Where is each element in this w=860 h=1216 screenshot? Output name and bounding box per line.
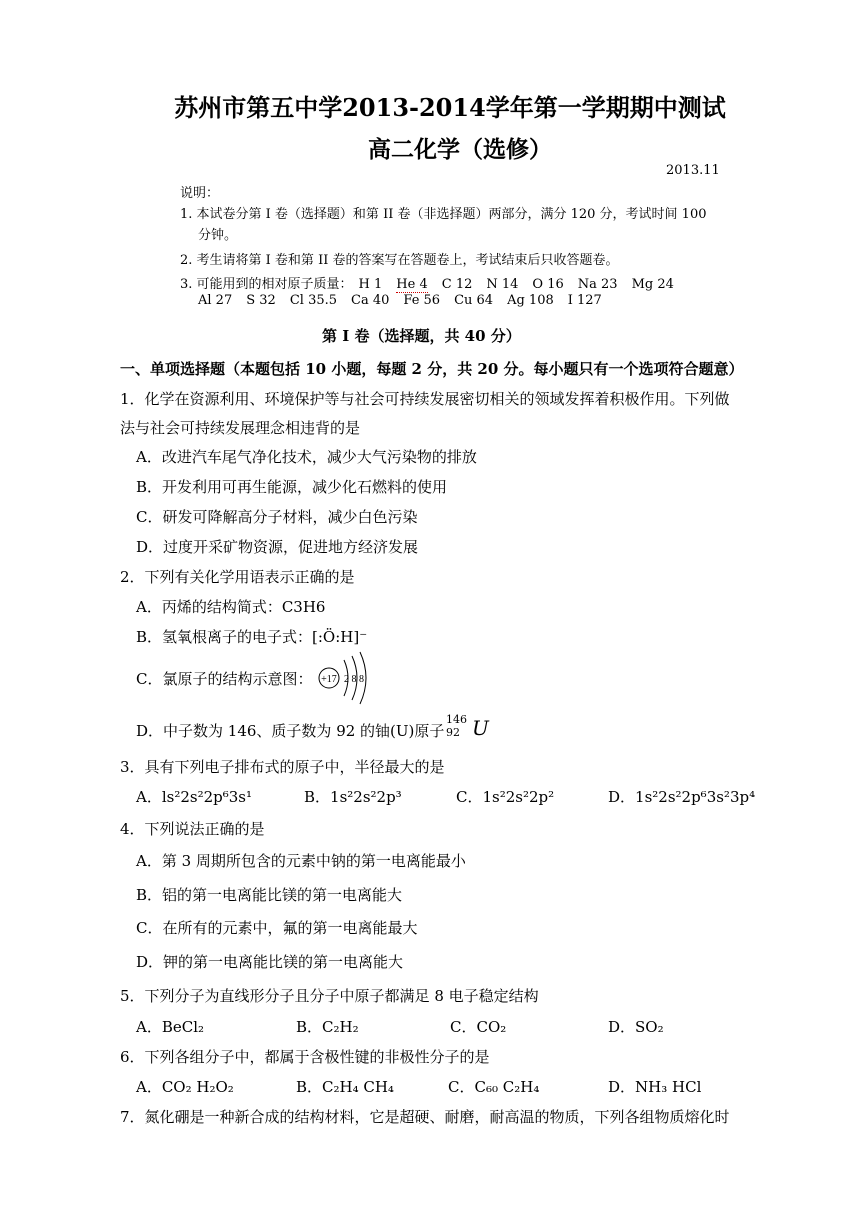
q1-option-d: D．过度开采矿物资源，促进地方经济发展 bbox=[136, 538, 419, 556]
note-3-atoms: Al 27 S 32 Cl 35.5 Ca 40 Fe 56 Cu 64 Ag 108 I 127 bbox=[198, 293, 602, 308]
q2-option-b: B．氢氧根离子的电子式：[:Ö:H]⁻ bbox=[136, 628, 368, 646]
q5-option-c: C．CO₂ bbox=[450, 1018, 507, 1036]
q3-option-a: A．ls²2s²2p⁶3s¹ bbox=[136, 788, 253, 806]
q1-option-c: C．研发可降解高分子材料，减少白色污染 bbox=[136, 508, 418, 526]
q1-option-a: A．改进汽车尾气净化技术，减少大气污染物的排放 bbox=[136, 448, 477, 466]
section-heading: 第 I 卷（选择题，共 40 分） bbox=[322, 327, 521, 345]
part-heading: 一、单项选择题（本题包括 10 小题，每题 2 分，共 20 分。每小题只有一个选项符合题意） bbox=[120, 360, 744, 378]
q5-stem: 5．下列分子为直线形分子且分子中原子都满足 8 电子稳定结构 bbox=[120, 987, 539, 1005]
q3-option-d: D．1s²2s²2p⁶3s²3p⁴ bbox=[608, 788, 756, 806]
q5-option-b: B．C₂H₂ bbox=[296, 1018, 359, 1036]
exam-title: 苏州市第五中学2013-2014学年第一学期期中测试 bbox=[174, 93, 726, 122]
q2-option-d: D．中子数为 146、质子数为 92 的铀(U)原子 bbox=[136, 722, 445, 740]
q1-stem: 1．化学在资源利用、环境保护等与社会可持续发展密切相关的领域发挥着积极作用。下列做 bbox=[120, 390, 730, 408]
note-2: 2. 考生请将第 I 卷和第 II 卷的答案写在答题卷上，考试结束后只收答题卷。 bbox=[180, 253, 619, 268]
q1-option-b: B．开发利用可再生能源，减少化石燃料的使用 bbox=[136, 478, 448, 496]
note-1-cont: 分钟。 bbox=[198, 228, 238, 243]
chlorine-shell-electrons: 2 8 8 bbox=[344, 674, 364, 685]
q3-option-c: C．1s²2s²2p² bbox=[456, 788, 555, 806]
q4-option-b: B．铝的第一电离能比镁的第一电离能大 bbox=[136, 886, 403, 904]
q5-option-d: D．SO₂ bbox=[608, 1018, 664, 1036]
chlorine-nucleus-label: +17 bbox=[321, 674, 337, 685]
uranium-nuclide-numbers: 146 92 bbox=[446, 713, 467, 739]
q6-option-c: C．C₆₀ C₂H₄ bbox=[448, 1078, 540, 1096]
exam-date: 2013.11 bbox=[666, 163, 720, 178]
q4-option-d: D．钾的第一电离能比镁的第一电离能大 bbox=[136, 953, 404, 971]
notes-heading: 说明： bbox=[180, 186, 220, 201]
chlorine-atom-diagram bbox=[312, 650, 382, 710]
q3-stem: 3．具有下列电子排布式的原子中，半径最大的是 bbox=[120, 758, 445, 776]
q4-option-a: A．第 3 周期所包含的元素中钠的第一电离能最小 bbox=[136, 852, 466, 870]
q6-option-b: B．C₂H₄ CH₄ bbox=[296, 1078, 394, 1096]
q2-option-c: C．氯原子的结构示意图： bbox=[136, 670, 313, 688]
note-1: 1. 本试卷分第 I 卷（选择题）和第 II 卷（非选择题）两部分，满分 120 分，考试时间 100 bbox=[180, 207, 707, 222]
q4-stem: 4．下列说法正确的是 bbox=[120, 820, 265, 838]
q5-option-a: A．BeCl₂ bbox=[136, 1018, 205, 1036]
hydroxide-electron-formula: [:Ö:H]⁻ bbox=[312, 628, 368, 646]
q6-option-a: A．CO₂ H₂O₂ bbox=[136, 1078, 234, 1096]
q4-option-c: C．在所有的元素中，氟的第一电离能最大 bbox=[136, 919, 418, 937]
q3-option-b: B．1s²2s²2p³ bbox=[304, 788, 402, 806]
q6-stem: 6．下列各组分子中，都属于含极性键的非极性分子的是 bbox=[120, 1048, 490, 1066]
q7-stem: 7．氮化硼是一种新合成的结构材料，它是超硬、耐磨，耐高温的物质，下列各组物质熔化时 bbox=[120, 1108, 730, 1126]
uranium-symbol: U bbox=[472, 716, 489, 740]
q2-stem: 2．下列有关化学用语表示正确的是 bbox=[120, 568, 355, 586]
q2-option-a: A．丙烯的结构简式：C3H6 bbox=[136, 598, 326, 616]
q6-option-d: D．NH₃ HCl bbox=[608, 1078, 702, 1096]
note-3: 3. 可能用到的相对原子质量： H 1 He 4 C 12 N 14 O 16 Na 23 Mg 24 bbox=[180, 277, 674, 292]
exam-subtitle: 高二化学（选修） bbox=[368, 136, 552, 163]
q1-stem-cont: 法与社会可持续发展理念相违背的是 bbox=[120, 419, 361, 437]
